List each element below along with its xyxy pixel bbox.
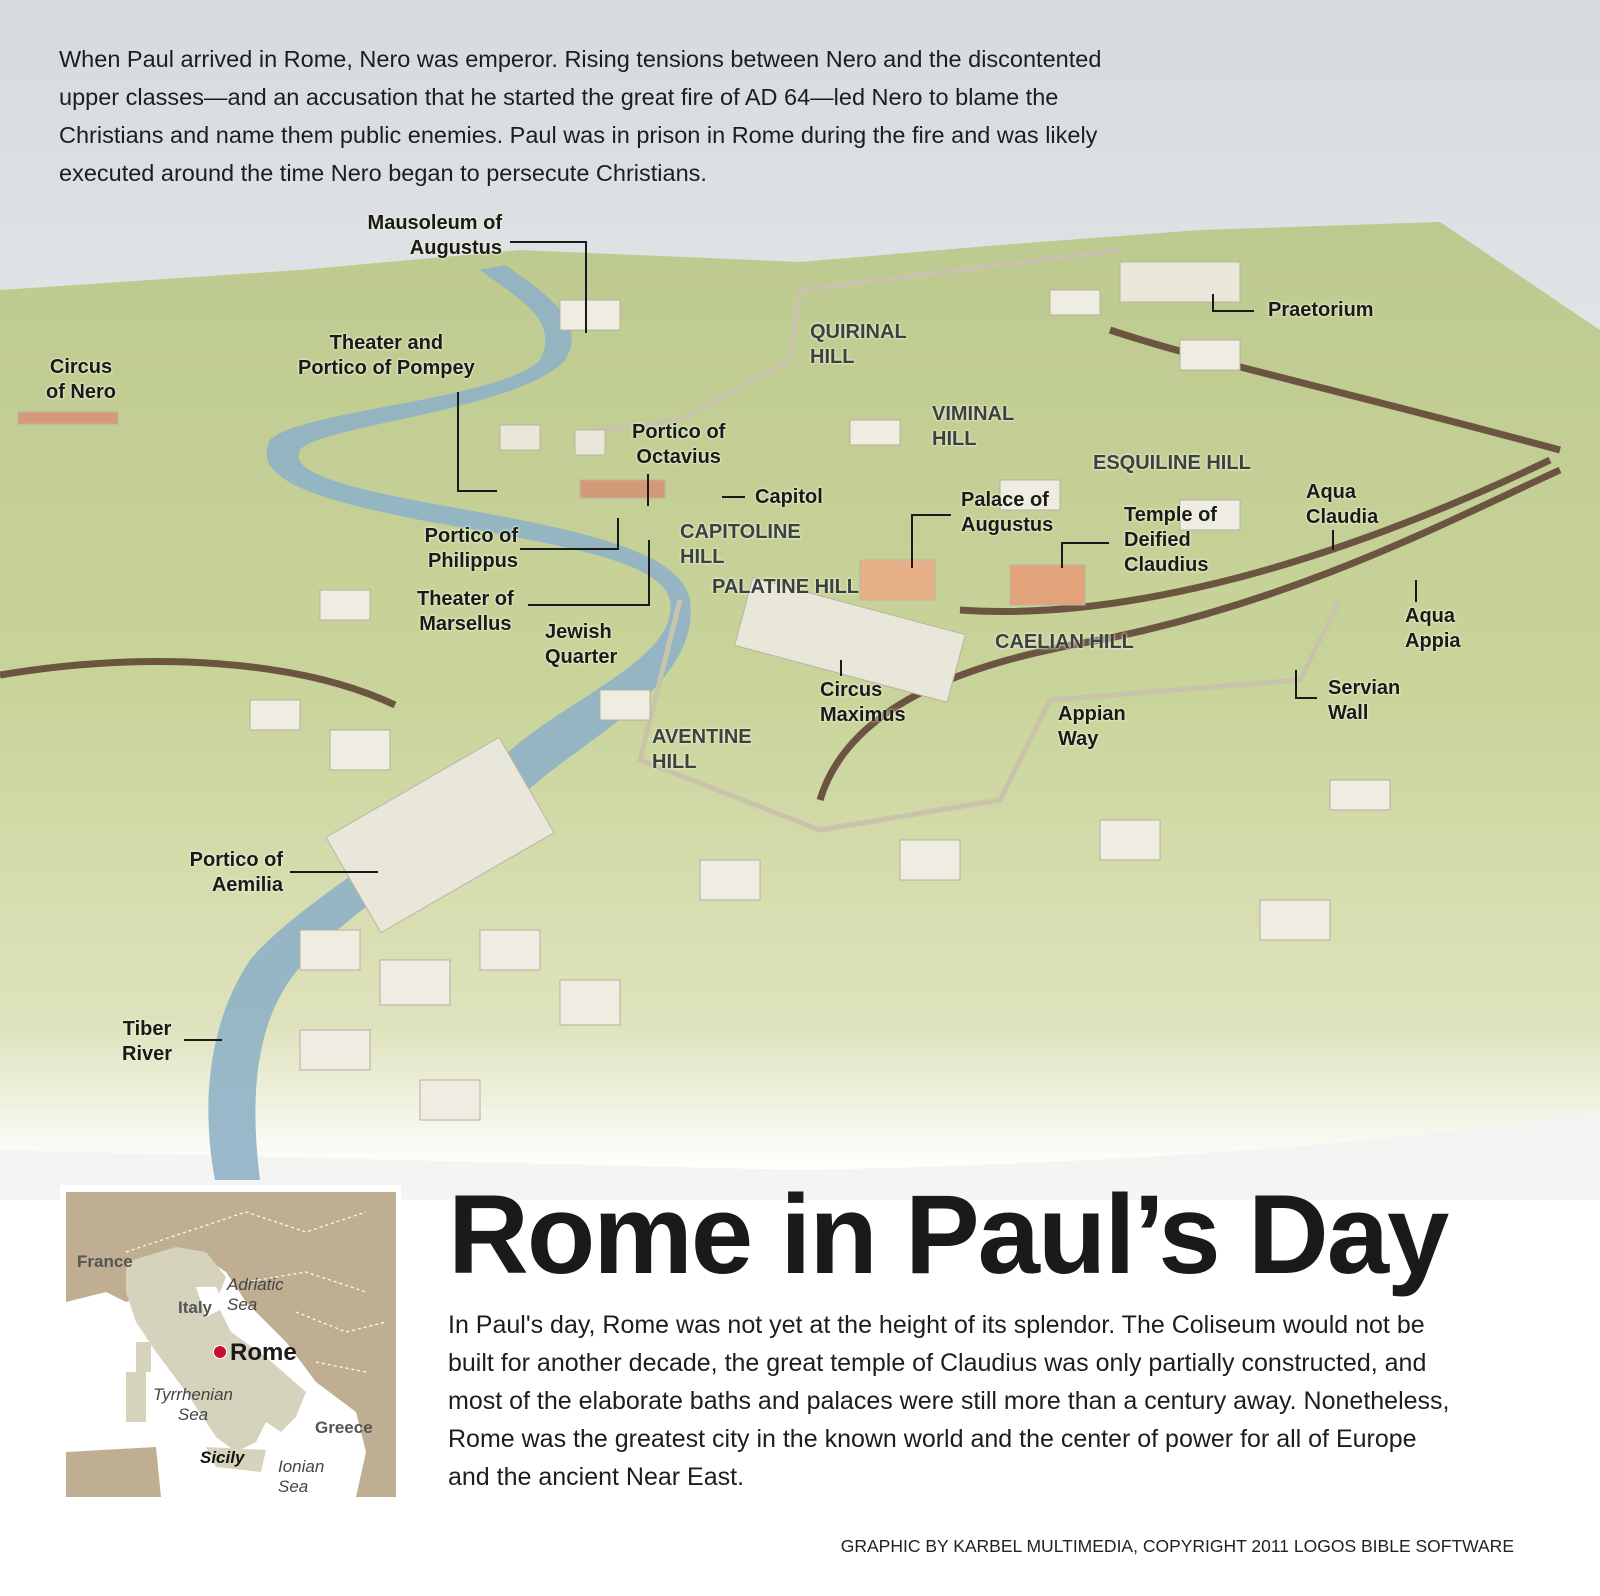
label-esquiline-hill: ESQUILINE HILL [1093,452,1251,474]
label-capitol: Capitol [755,486,823,508]
label-portico-of-aemilia: Portico of Aemilia [189,849,283,896]
inset-label-sicily: Sicily [200,1448,245,1467]
inset-label-rome: Rome [230,1339,297,1366]
label-temple-of-deified-claudius: Temple of Deified Claudius [1124,504,1217,576]
leader-line [1415,580,1417,602]
intro-paragraph: When Paul arrived in Rome, Nero was emperor. Rising tensions between Nero and the discontented upper classes—and an accusation that he started the great fire of AD 64—led Nero to blame the Christians and name them public enemies. Paul was in prison in Rome during the fire and was likely executed around the time Nero began to persecute Christians. [59,46,1102,186]
label-palace-of-augustus: Palace of Augustus [961,489,1054,536]
body-paragraph: In Paul's day, Rome was not yet at the height of its splendor. The Coliseum would not be built for another decade, the great temple of Claudius was only partially constructed, and most of the elaborate baths and palaces were still more than a century away. Nonetheless, Rome was the greatest city in the known world and the center of power for all of Europe and the ancient Near East. [448,1311,1450,1491]
inset-label-france: France [77,1252,133,1271]
inset-label-ionian-sea: Ionian Sea [278,1457,325,1496]
inset-label-tyrrhenian-sea: Tyrrhenian Sea [153,1385,233,1424]
label-aventine-hill: AVENTINE HILL [652,726,752,773]
label-aqua-claudia: Aqua Claudia [1306,481,1379,528]
label-portico-of-octavius: Portico of Octavius [632,421,726,468]
leader-line [722,496,745,498]
label-palatine-hill: PALATINE HILL [712,576,860,598]
leader-line [840,660,842,676]
inset-locator-map [60,1185,401,1503]
label-circus-of-nero: Circus of Nero [46,356,116,403]
label-circus-maximus: Circus Maximus [820,679,906,726]
label-capitoline-hill: CAPITOLINE HILL [680,521,801,568]
label-jewish-quarter: Jewish Quarter [545,621,618,668]
label-tiber-river: Tiber River [122,1018,173,1065]
leader-line [290,871,378,873]
label-aqua-appia: Aqua Appia [1405,605,1461,652]
inset-label-greece: Greece [315,1418,373,1437]
label-mausoleum-of-augustus: Mausoleum of Augustus [367,212,502,259]
page-title: Rome in Paul’s Day [448,1172,1448,1297]
inset-label-adriatic-sea: Adriatic Sea [227,1275,284,1314]
label-appian-way: Appian Way [1058,703,1126,750]
label-caelian-hill: CAELIAN HILL [995,631,1134,653]
label-viminal-hill: VIMINAL HILL [932,403,1015,450]
leader-line [1295,670,1317,699]
leader-line [1332,530,1334,550]
leader-line [1061,542,1109,568]
leader-line [457,392,497,492]
leader-line [1212,294,1254,312]
leader-line [184,1039,222,1041]
label-servian-wall: Servian Wall [1328,677,1401,724]
leader-line [510,241,587,333]
leader-line [911,514,951,568]
credit-line: GRAPHIC BY KARBEL MULTIMEDIA, COPYRIGHT 2011 LOGOS BIBLE SOFTWARE [840,1536,1514,1556]
rome-dot-icon [213,1345,227,1359]
label-quirinal-hill: QUIRINAL HILL [810,321,907,368]
label-theater-portico-pompey: Theater and Portico of Pompey [298,332,475,379]
leader-line [647,474,649,506]
inset-label-italy: Italy [178,1298,213,1317]
label-praetorium: Praetorium [1268,299,1374,321]
label-theater-of-marsellus: Theater of Marsellus [417,588,514,635]
label-portico-of-philippus: Portico of Philippus [424,525,518,572]
leader-line [528,540,650,606]
